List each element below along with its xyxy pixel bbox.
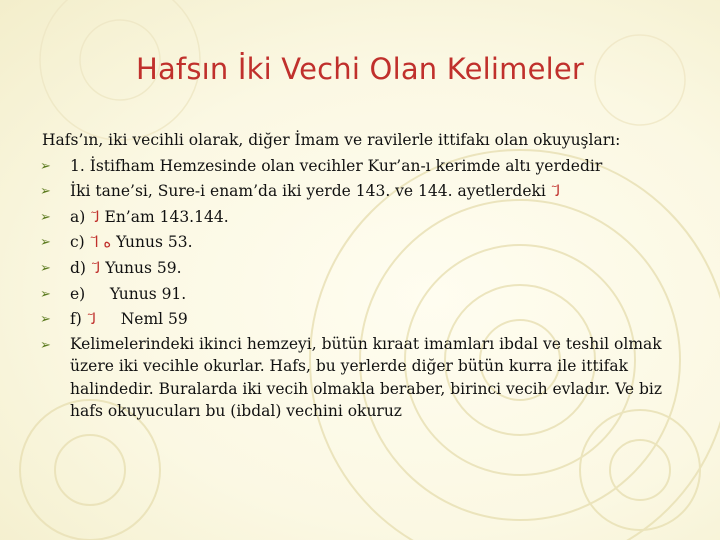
arrow-bullet-icon: ➢ — [40, 312, 51, 328]
arrow-bullet-icon: ➢ — [40, 337, 51, 353]
list-item: ➢ f) ٓ ﻟ Neml 59 — [42, 307, 682, 333]
arrow-bullet-icon: ➢ — [40, 209, 51, 225]
arrow-bullet-icon: ➢ — [40, 158, 51, 174]
list-item: ➢ d) ٓ ﻟ Yunus 59. — [42, 256, 682, 282]
list-item: ➢ c) ٓ ﻩ ا Yunus 53. — [42, 230, 682, 256]
bullet-list — [42, 154, 682, 425]
arabic-word: ٓ ﻟ — [90, 258, 101, 277]
arrow-bullet-icon: ➢ — [40, 286, 51, 302]
arabic-word: ٓ ﻟ — [86, 310, 97, 329]
arabic-word: ٓ ﻟ — [90, 207, 100, 226]
arabic-word: ٓ ﻟ — [550, 182, 561, 201]
arrow-bullet-icon: ➢ — [40, 235, 51, 251]
intro-text: Hafs’ın, iki vecihli olarak, diğer İmam ve ravilerle ittifakı olan okuyuşları: — [42, 131, 621, 149]
arabic-word: ٓ ﻩ ا — [89, 233, 112, 252]
arrow-bullet-icon: ➢ — [40, 184, 51, 200]
arrow-bullet-icon: ➢ — [40, 260, 51, 276]
list-item: ➢ İki tane’si, Sure-i enam’da iki yerde 143. ve 144. ayetlerdeki ٓ ﻟ — [42, 179, 682, 205]
slide-title: Hafsın İki Vechi Olan Kelimeler — [135, 52, 585, 86]
list-item: ➢ a) ٓ ﻟ En’am 143.144. — [42, 205, 682, 231]
list-item: ➢ 1. İstifham Hemzesinde olan vecihler Kur’an-ı kerimde altı yerdedir — [42, 154, 682, 180]
list-item: ➢ e) Yunus 91. — [42, 282, 682, 308]
list-item: ➢ Kelimelerindeki ikinci hemzeyi, bütün kıraat imamları ibdal ve teshil olmak üzere iki vecihle okurlar. Hafs, bu yerlerde diğer bütün kurra ile ittifak halindedir. Buralarda iki vecih olmakla beraber, birinci vecih evladır. Ve biz hafs okuyucuları bu (ibdal) vechini okuruz — [40, 334, 662, 421]
slide-content — [42, 128, 682, 425]
